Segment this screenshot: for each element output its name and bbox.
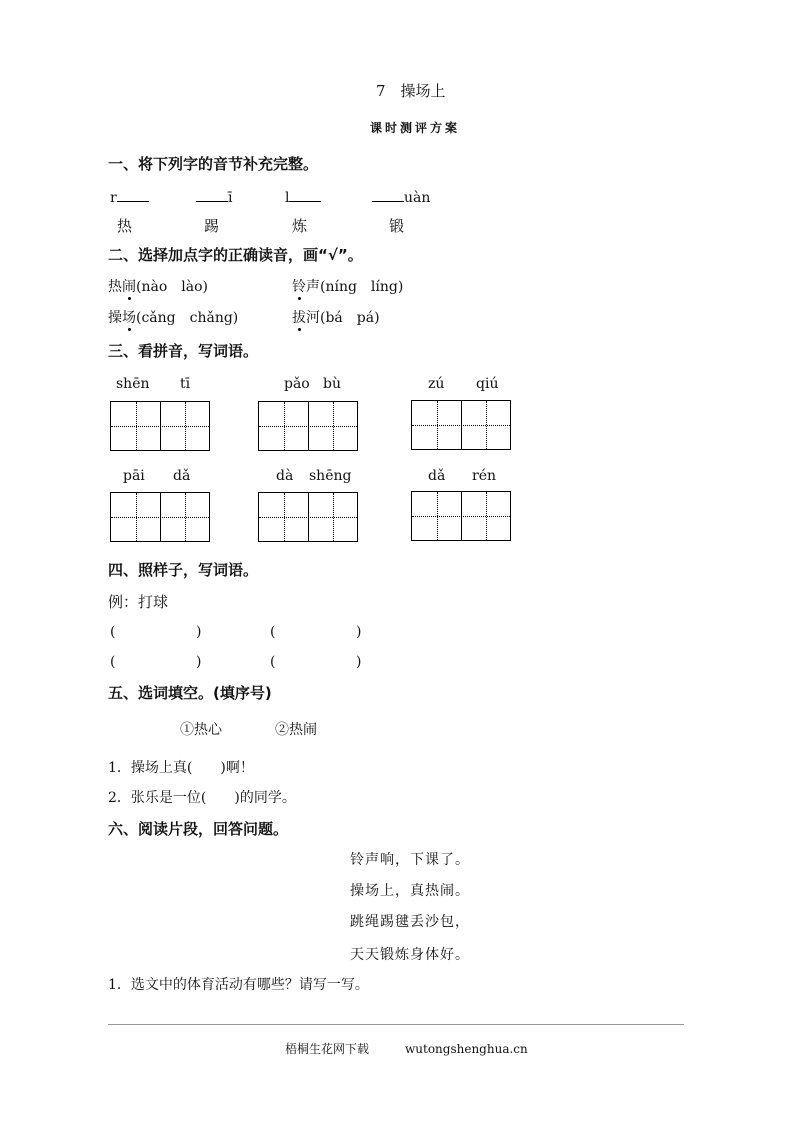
pinyin-6b: rén (472, 468, 496, 484)
paren-open: ( (110, 624, 116, 640)
paren-close: ) (356, 624, 362, 640)
pinyin-3b: qiú (476, 376, 499, 392)
poem-line-2: 操场上，真热闹。 (350, 883, 470, 899)
poem-line-4: 天天锻炼身体好。 (350, 947, 470, 963)
pinyin-4a: pāi (123, 468, 145, 484)
fill-question-2: 2．张乐是一位( )的同学。 (108, 790, 296, 806)
pinyin-2b: bù (323, 376, 341, 392)
section-6-heading: 六、阅读片段，回答问题。 (108, 820, 289, 838)
writing-grid[interactable] (110, 401, 210, 451)
char-1: 热 (117, 217, 133, 235)
pinyin-1a: shēn (116, 376, 150, 392)
section-3-heading: 三、看拼音，写词语。 (108, 342, 259, 360)
syllable-item-4: uàn (372, 189, 430, 205)
reading-item-1: 热闹(nào lào) (108, 279, 208, 295)
paren-close: ) (196, 624, 202, 640)
reading-item-3: 操场(cǎng chǎng) (108, 310, 239, 326)
syllable-item-1: r (110, 189, 149, 205)
pinyin-4b: dǎ (173, 468, 191, 484)
poem-line-1: 铃声响，下课了。 (350, 852, 470, 868)
pinyin-6a: dǎ (428, 468, 446, 484)
paren-close: ) (196, 654, 202, 670)
pinyin-5b: shēng (309, 468, 352, 484)
fill-question-1: 1．操场上真( )啊！ (108, 760, 254, 776)
section-5-heading: 五、选词填空。(填序号) (108, 684, 272, 702)
writing-grid[interactable] (258, 492, 358, 542)
reading-item-2: 铃声(níng líng) (292, 279, 404, 295)
paren-close: ) (356, 654, 362, 670)
pinyin-2a: pǎo (284, 376, 310, 392)
syllable-item-3: l (285, 189, 321, 205)
paren-open: ( (270, 624, 276, 640)
syllable-item-2: ī (196, 189, 232, 205)
paren-open: ( (270, 654, 276, 670)
example: 例：打球 (108, 593, 169, 611)
writing-grid[interactable] (258, 401, 358, 451)
subtitle: 课时测评方案 (370, 121, 461, 135)
paren-open: ( (110, 654, 116, 670)
writing-grid[interactable] (110, 492, 210, 542)
option-1: ①热心 (180, 722, 222, 738)
section-1-heading: 一、将下列字的音节补充完整。 (108, 155, 319, 173)
footer-text: 梧桐生花网下载 (285, 1042, 370, 1056)
char-3: 炼 (292, 217, 308, 235)
footer-site[interactable]: wutongshenghua.cn (405, 1042, 528, 1056)
section-2-heading: 二、选择加点字的正确读音，画“√”。 (108, 246, 363, 264)
writing-grid[interactable] (411, 491, 511, 541)
char-4: 锻 (389, 217, 405, 235)
poem-line-3: 跳绳踢毽丢沙包， (350, 914, 470, 930)
section-4-heading: 四、照样子，写词语。 (108, 561, 259, 579)
writing-grid[interactable] (411, 400, 511, 450)
pinyin-5a: dà (276, 468, 294, 484)
reading-question-1: 1．选文中的体育活动有哪些？请写一写。 (108, 977, 369, 993)
option-2: ②热闹 (275, 722, 317, 738)
lesson-title: 7 操场上 (376, 82, 446, 100)
reading-item-4: 拔河(bá pá) (292, 310, 380, 326)
footer-divider (108, 1024, 684, 1025)
pinyin-3a: zú (428, 376, 445, 392)
char-2: 踢 (204, 217, 220, 235)
pinyin-1b: tī (180, 376, 191, 392)
